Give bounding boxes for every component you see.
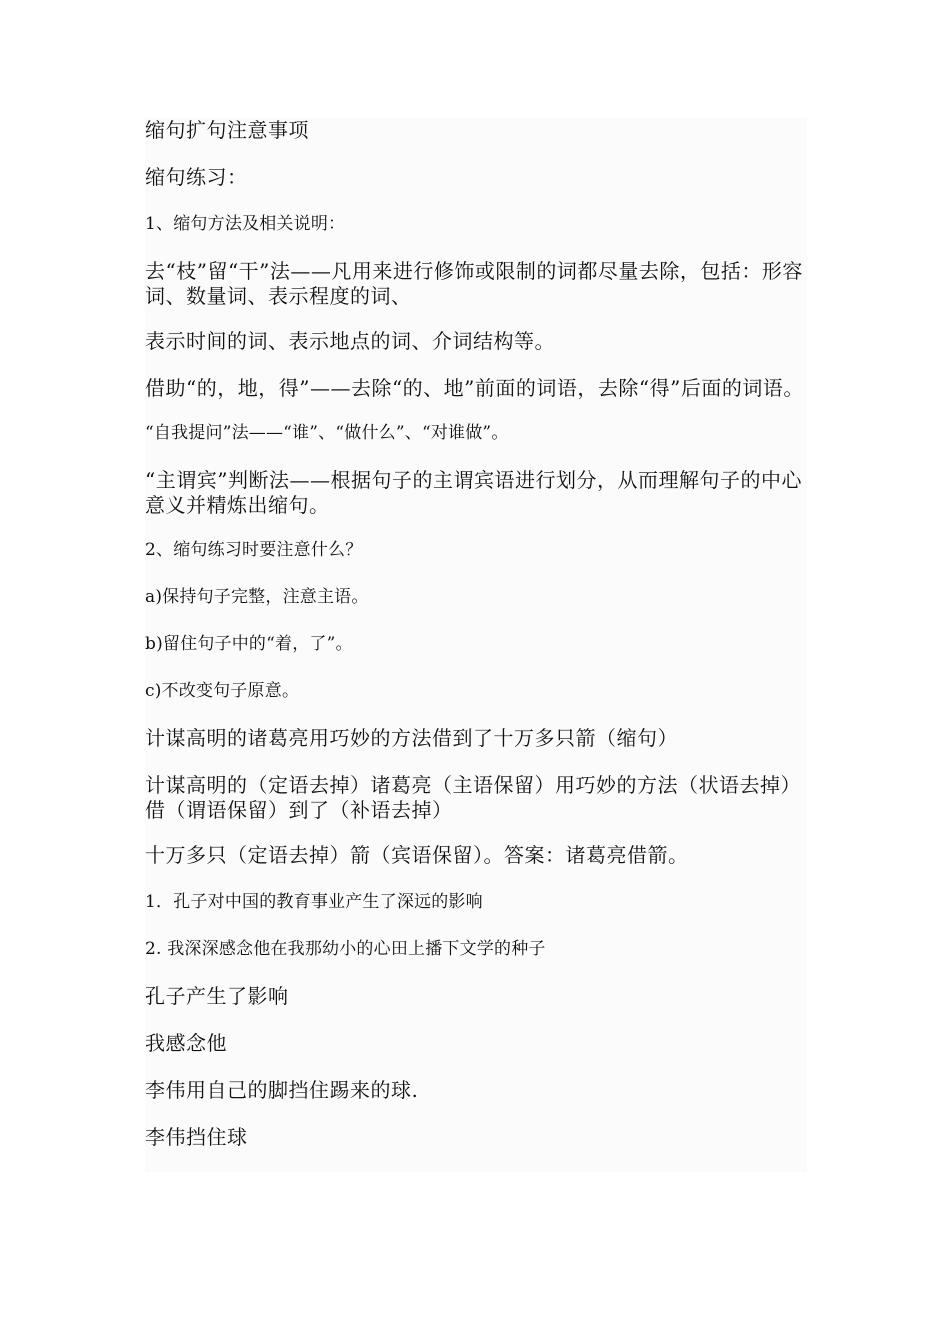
paragraph: 李伟用自己的脚挡住踢来的球. [145, 1078, 419, 1102]
paragraph: 1．孔子对中国的教育事业产生了深远的影响 [145, 892, 483, 912]
paragraph: 去“枝”留“干”法——凡用来进行修饰或限制的词都尽量去除，包括：形容词、数量词、表示程度的词、 [145, 259, 803, 308]
document-content [145, 118, 807, 1172]
paragraph: “主谓宾”判断法——根据句子的主谓宾语进行划分，从而理解句子的中心意义并精炼出缩句。 [145, 468, 802, 517]
paragraph: 十万多只（定语去掉）箭（宾语保留）。答案：诸葛亮借箭。 [145, 843, 689, 867]
paragraph: 李伟挡住球 [145, 1125, 248, 1149]
paragraph: 我感念他 [145, 1031, 227, 1055]
paragraph: 2、缩句练习时要注意什么？ [145, 540, 363, 560]
paragraph: a)保持句子完整，注意主语。 [145, 587, 369, 607]
paragraph: 计谋高明的（定语去掉）诸葛亮（主语保留）用巧妙的方法（状语去掉）借（谓语保留）到了（补语去掉） [145, 773, 801, 822]
paragraph: “自我提问”法——“谁”、“做什么”、“对谁做”。 [145, 423, 509, 443]
paragraph: c)不改变句子原意。 [145, 681, 300, 701]
paragraph: 表示时间的词、表示地点的词、介词结构等。 [145, 329, 555, 353]
paragraph: b)留住句子中的“着，了”。 [145, 634, 353, 654]
paragraph: 缩句练习： [145, 165, 248, 189]
paragraph: 2. 我深深感念他在我那幼小的心田上播下文学的种子 [145, 939, 546, 959]
paragraph: 1、缩句方法及相关说明： [145, 214, 346, 234]
document-title: 缩句扩句注意事项 [145, 118, 309, 142]
paragraph: 孔子产生了影响 [145, 984, 289, 1008]
paragraph: 计谋高明的诸葛亮用巧妙的方法借到了十万多只箭（缩句） [145, 726, 678, 750]
paragraph: 借助“的，地，得”——去除“的、地”前面的词语，去除“得”后面的词语。 [145, 376, 804, 400]
